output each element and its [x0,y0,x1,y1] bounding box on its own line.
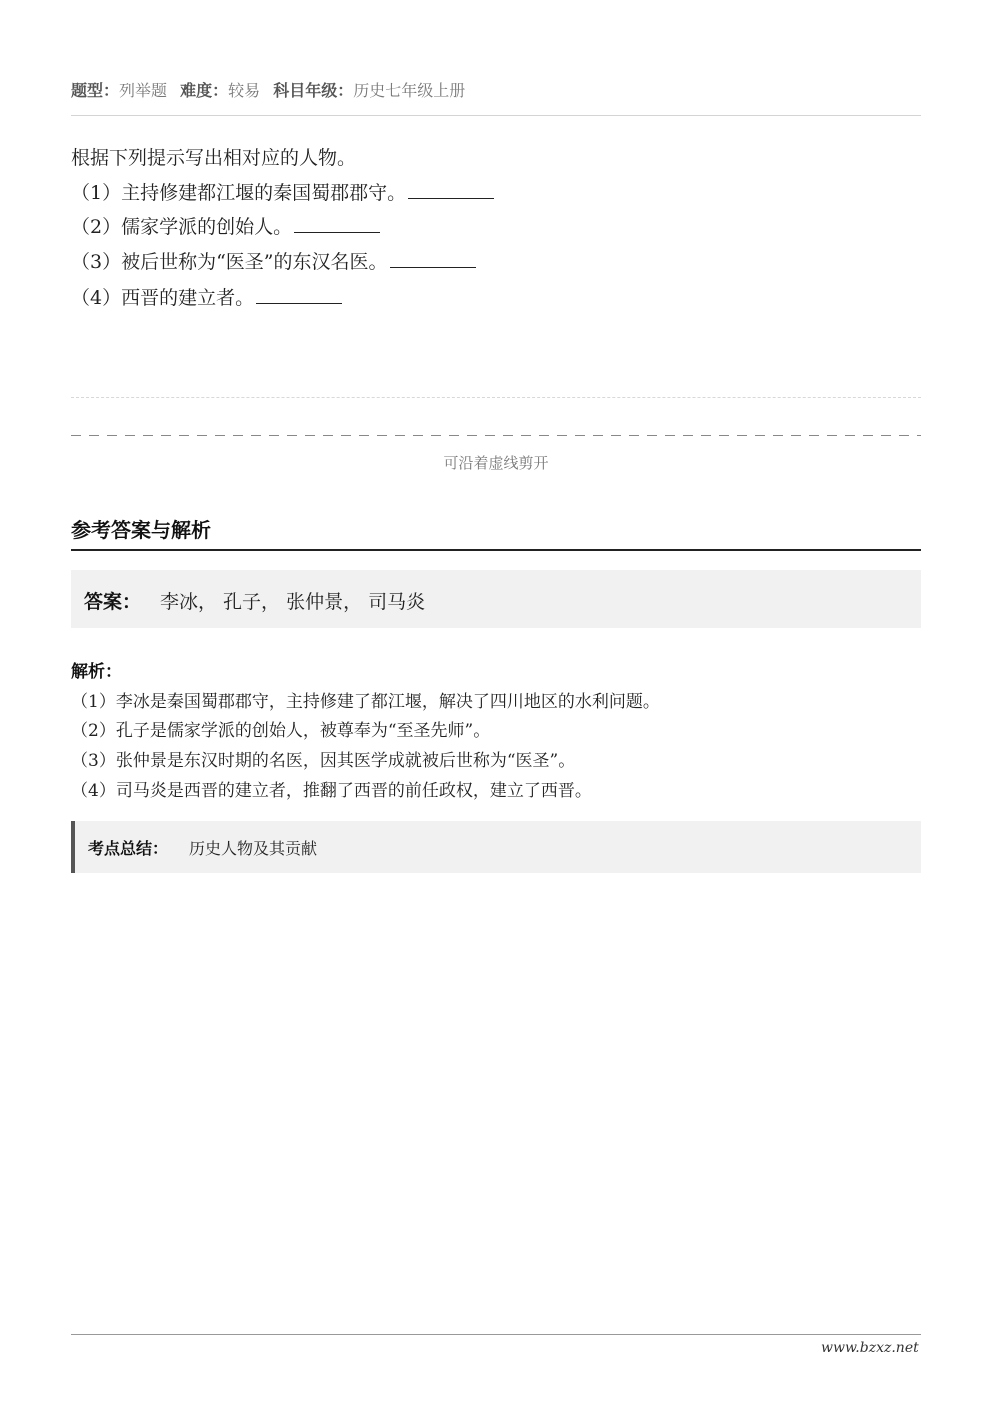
answer-blank[interactable] [408,182,494,199]
analysis-line-4: （4）司马炎是西晋的建立者，推翻了西晋的前任政权，建立了西晋。 [71,781,592,801]
question-item-4 [71,283,342,310]
cut-line [71,435,921,436]
key-point-text: 历史人物及其贡献 [189,839,318,858]
question-meta [71,78,465,101]
subject-value: 历史七年级上册 [353,81,466,100]
question-item-text: （1）主持修建都江堰的秦国蜀郡郡守。 [71,182,407,204]
question-item-2 [71,212,380,239]
subject-label: 科目年级： [273,81,354,100]
question-item-text: （2）儒家学派的创始人。 [71,216,293,238]
answer-box [71,570,921,628]
meta-divider [71,115,921,116]
answer-text: 李冰， 孔子， 张仲景， 司马炎 [160,591,426,613]
answer-blank[interactable] [390,251,476,268]
question-intro: 根据下列提示写出相对应的人物。 [71,147,357,169]
footer-rule [71,1334,921,1335]
analysis-label: 解析： [71,662,122,682]
question-item-text: （4）西晋的建立者。 [71,287,255,309]
analysis-line-2: （2）孔子是儒家学派的创始人，被尊奉为“至圣先师”。 [71,721,491,741]
answer-blank[interactable] [256,287,342,304]
type-label: 题型： [71,81,120,100]
section-rule [71,549,921,551]
answer-label: 答案： [84,591,142,613]
question-item-1 [71,178,494,205]
difficulty-value: 较易 [228,81,261,100]
footer-site: www.bzxz.net [821,1340,919,1356]
question-item-text: （3）被后世称为“医圣”的东汉名医。 [71,251,388,273]
answer-section-title: 参考答案与解析 [71,518,211,542]
key-point-box [71,821,921,873]
analysis-line-3: （3）张仲景是东汉时期的名医，因其医学成就被后世称为“医圣”。 [71,751,576,771]
answer-blank[interactable] [294,216,380,233]
analysis-line-1: （1）李冰是秦国蜀郡郡守，主持修建了都江堰，解决了四川地区的水利问题。 [71,692,660,712]
key-point-label: 考点总结： [88,839,169,858]
light-dashed-divider [71,397,921,398]
question-item-3 [71,247,476,274]
cut-hint: 可沿着虚线剪开 [443,454,549,472]
type-value: 列举题 [119,81,168,100]
difficulty-label: 难度： [180,81,229,100]
